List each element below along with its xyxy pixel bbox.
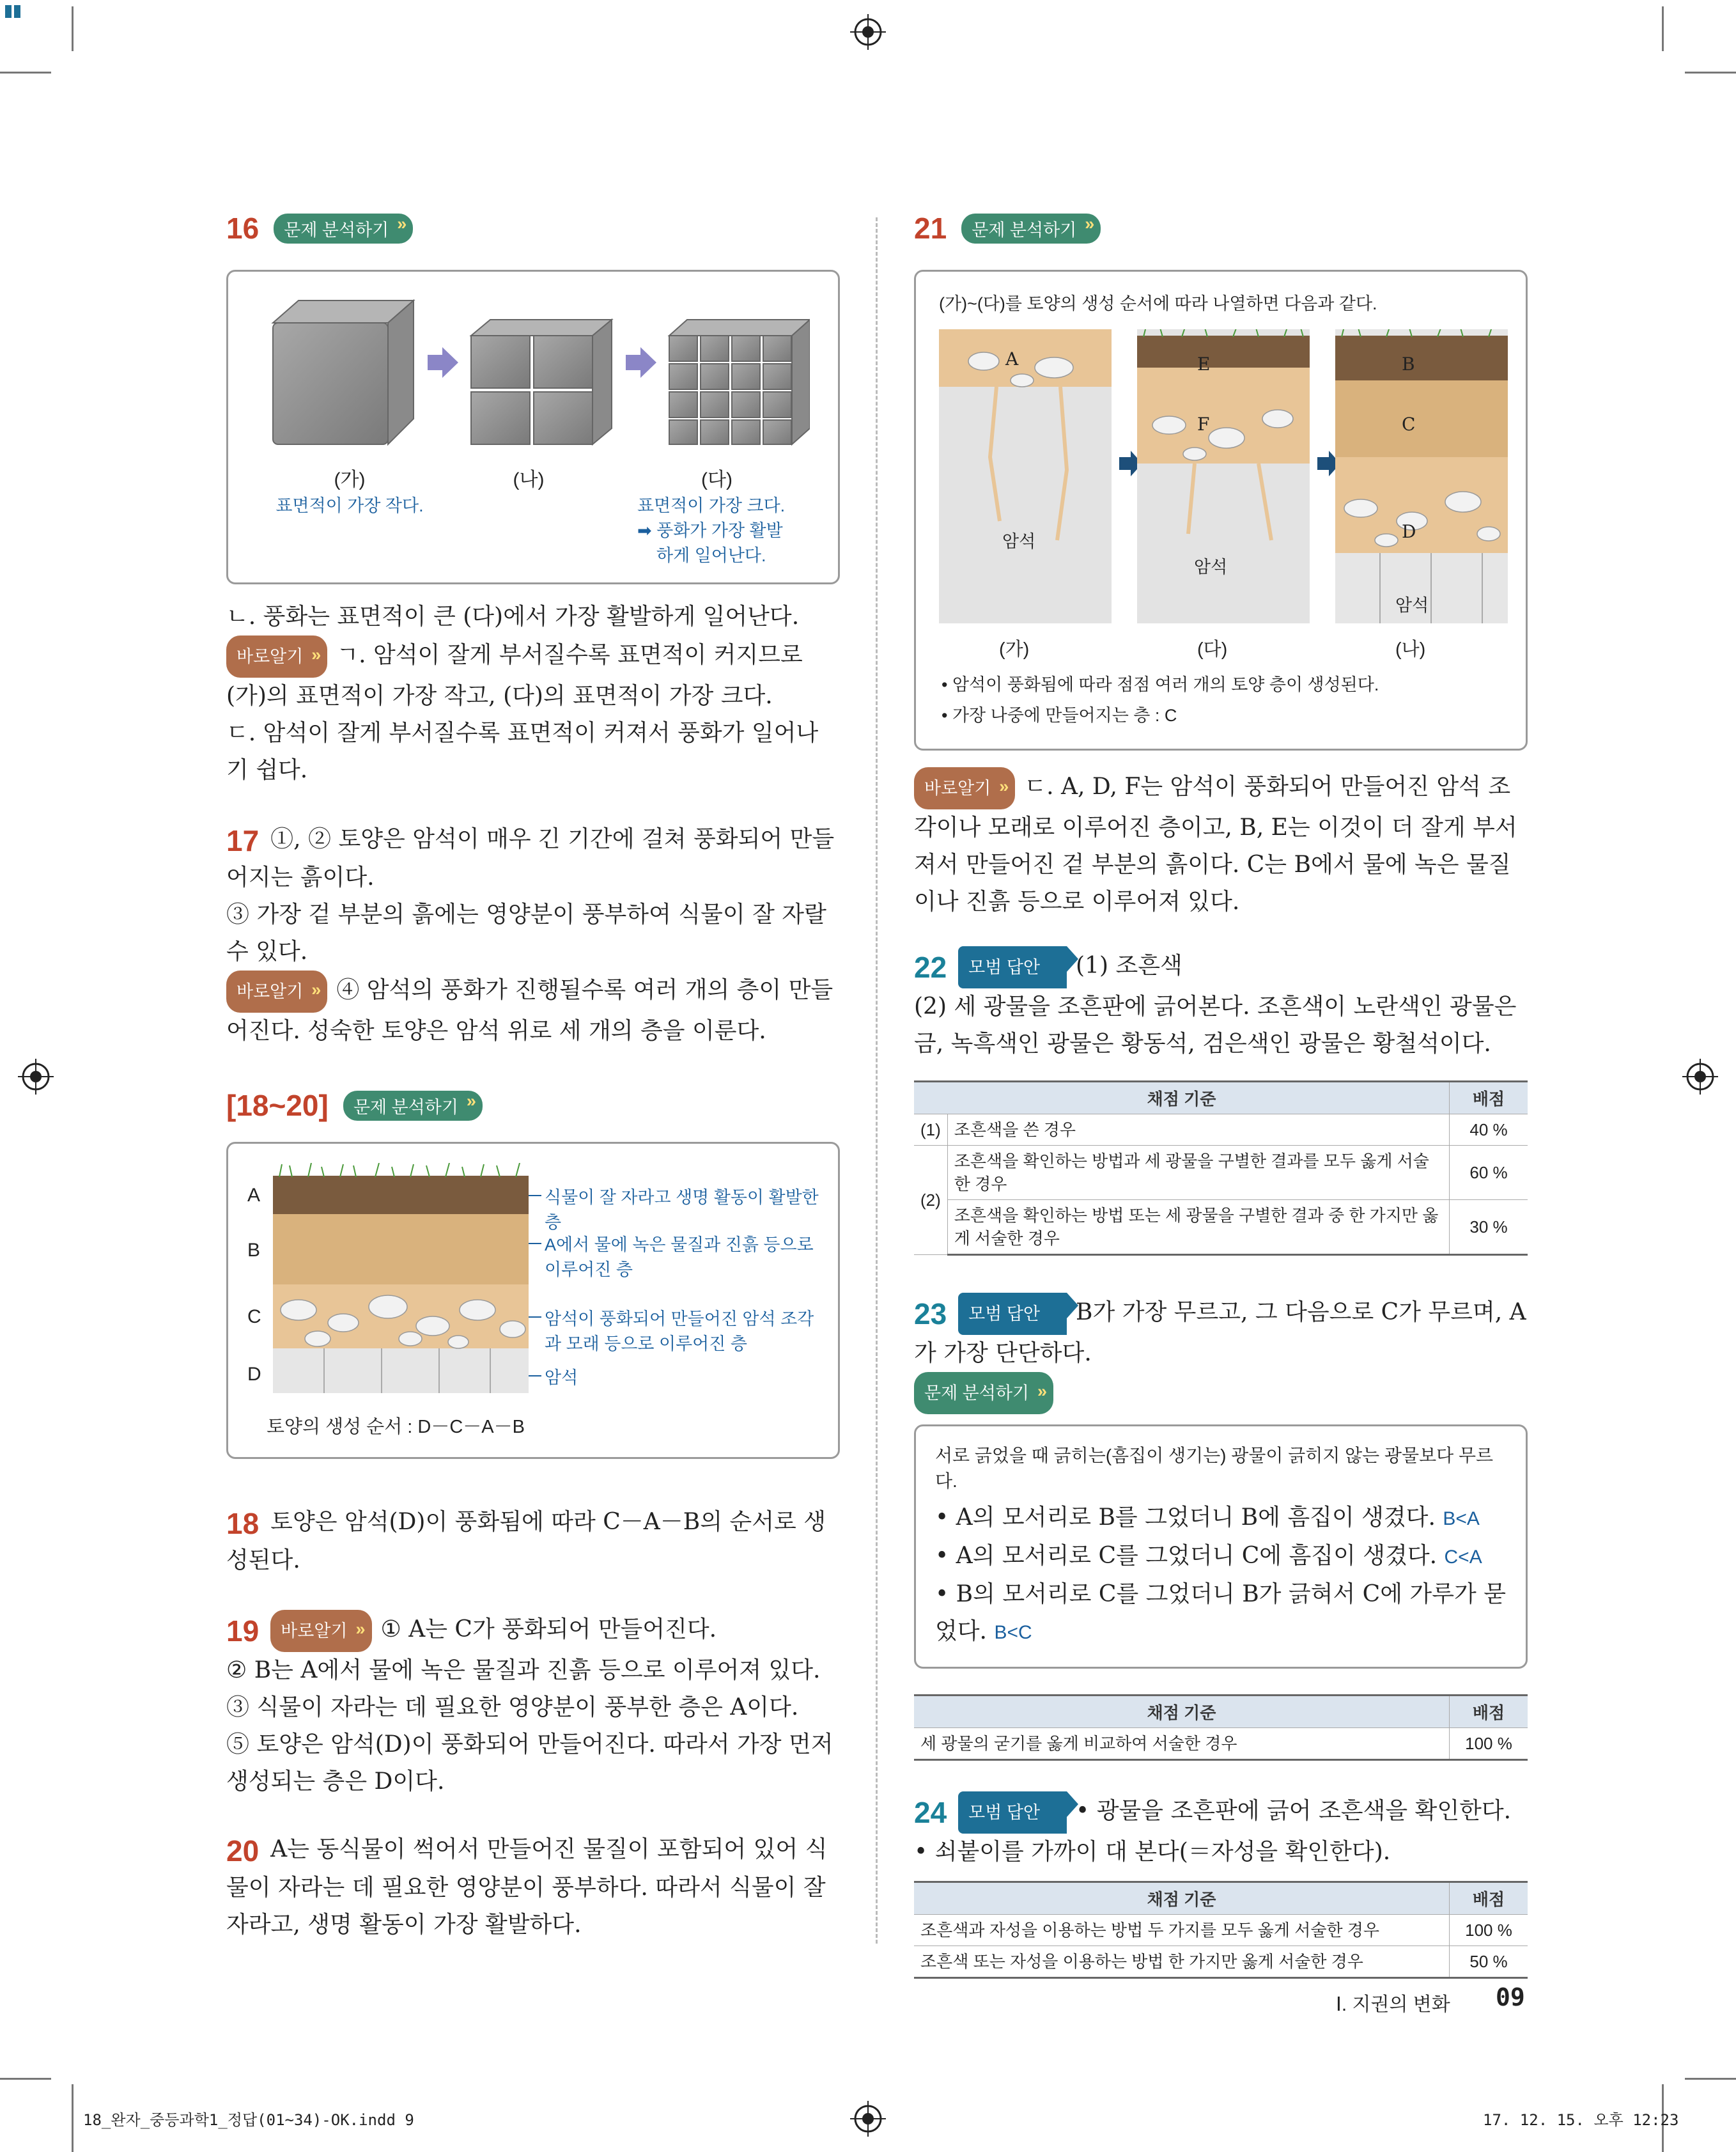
analysis-tag: 문제 분석하기 » — [343, 1091, 483, 1121]
layer-desc: 식물이 잘 자라고 생명 활동이 활발한 층 — [545, 1188, 819, 1232]
trim-mark — [0, 72, 51, 74]
layer-desc: 암석 — [545, 1368, 578, 1387]
explanation-text: ㄴ. 풍화는 표면적이 큰 (다)에서 가장 활발하게 일어난다. — [226, 604, 800, 630]
question-number: 18 — [226, 1507, 260, 1540]
q21-explanation — [914, 767, 1528, 921]
trim-mark — [1662, 6, 1664, 51]
list-item: • A의 모서리로 C를 그었더니 C에 흠집이 생겼다. C<A — [935, 1543, 1482, 1569]
figure-intro: (가)~(다)를 토양의 생성 순서에 따라 나열하면 다음과 같다. — [939, 294, 1377, 313]
registration-mark — [1682, 1059, 1718, 1095]
leader-line — [529, 1243, 541, 1244]
layer-desc: 암석이 풍화되어 만들어진 암석 조각과 모래 등으로 이루어진 층 — [545, 1309, 814, 1353]
soil-formation-illustration — [939, 329, 1508, 630]
question-number: 19 — [226, 1614, 260, 1648]
question-number: [18~20] — [226, 1089, 329, 1122]
correction-tag: 바로알기 » — [226, 971, 327, 1013]
explanation-text: ① A는 C가 풍화되어 만들어진다. — [380, 1616, 717, 1642]
q16-header — [226, 211, 840, 262]
analysis-tag: 문제 분석하기 » — [274, 214, 413, 244]
cube-label: (나) — [513, 469, 545, 490]
trim-mark — [1685, 2078, 1736, 2080]
analysis-tag: 문제 분석하기 » — [961, 214, 1101, 244]
hardness-box — [914, 1424, 1528, 1669]
panel-label: (가) — [999, 639, 1030, 660]
model-answer-tag: 모범 답안 — [958, 1791, 1067, 1834]
layer-letter: E — [1197, 354, 1211, 375]
q18 — [226, 1504, 840, 1579]
list-item: • B의 모서리로 C를 그었더니 B가 긁혀서 C에 가루가 묻었다. B<C — [935, 1581, 1506, 1644]
layer-letter: C — [247, 1306, 261, 1327]
list-item: • A의 모서리로 B를 그었더니 B에 흠집이 생겼다. B<A — [935, 1504, 1480, 1531]
soil-profile-box — [226, 1142, 840, 1459]
panel-label: (나) — [1395, 639, 1426, 660]
explanation-text: 토양은 암석(D)이 풍화됨에 따라 C－A－B의 순서로 생성된다. — [226, 1509, 826, 1573]
cube-figure-box — [226, 270, 840, 584]
q20 — [226, 1831, 840, 1944]
cube-note: ➡ 풍화가 가장 활발 — [637, 521, 783, 540]
column-divider — [876, 217, 878, 1944]
right-column — [914, 211, 1528, 1979]
explanation-text: ㄷ. A, D, F는 암석이 풍화되어 만들어진 암석 조각이나 모래로 이루어진 층이고, B, E는 이것이 더 잘게 부서져서 만들어진 겉 부분의 흙이다. C는 B에서 물에 녹은 물질이나 진흙 등으로 이루어져 있다. — [914, 774, 1517, 915]
chapter-label: Ⅰ. 지권의 변화 — [1336, 1994, 1450, 2015]
explanation-text: A는 동식물이 썩어서 만들어진 물질이 포함되어 있어 식물이 자라는 데 필요한 영양분이 풍부하다. 따라서 식물이 잘 자라고, 생명 활동이 가장 활발하다. — [226, 1836, 828, 1938]
explanation-text: ①, ② 토양은 암석이 매우 긴 기간에 걸쳐 풍화되어 만들어지는 흙이다. — [226, 826, 835, 891]
panel-label: (다) — [1197, 639, 1228, 660]
explanation-text: ③ 가장 겉 부분의 흙에는 영양분이 풍부하여 식물이 잘 자랄 수 있다. — [226, 901, 826, 965]
question-number: 22 — [914, 951, 947, 984]
table-row: 세 광물의 굳기를 옳게 비교하여 서술한 경우 100 % — [914, 1728, 1528, 1760]
question-number: 24 — [914, 1796, 947, 1829]
registration-mark — [18, 1059, 54, 1095]
explanation-text: ④ 암석의 풍화가 진행될수록 여러 개의 층이 만들어진다. 성숙한 토양은 암석 위로 세 개의 층을 이룬다. — [226, 977, 833, 1044]
trim-mark — [72, 2084, 74, 2152]
question-number: 21 — [914, 212, 947, 245]
question-number: 20 — [226, 1834, 260, 1867]
table-header: 배점 — [1450, 1696, 1528, 1728]
rock-label: 암석 — [1002, 532, 1036, 551]
soil-profile-illustration — [273, 1163, 529, 1393]
layer-desc: A에서 물에 녹은 물질과 진흙 등으로 이루어진 층 — [545, 1235, 814, 1279]
scoring-table — [914, 1694, 1528, 1761]
explanation-text — [226, 635, 840, 715]
trim-mark — [0, 2078, 51, 2080]
q19 — [226, 1610, 840, 1800]
corner-marker — [14, 5, 20, 18]
correction-tag: 바로알기 » — [226, 635, 327, 678]
table-header: 채점 기준 — [914, 1882, 1450, 1915]
explanation-text: ③ 식물이 자라는 데 필요한 영양분이 풍부한 층은 A이다. — [226, 1694, 799, 1720]
box-intro: 서로 긁었을 때 긁히는(흠집이 생기는) 광물이 긁히지 않는 광물보다 무르다. — [935, 1446, 1494, 1491]
slug-date: 17. 12. 15. 오후 12:23 — [1483, 2111, 1679, 2129]
answer-text: B가 가장 무르고, 그 다음으로 C가 무르며, A가 가장 단단하다. — [914, 1299, 1526, 1366]
q21-header — [914, 211, 1528, 262]
analysis-tag: 문제 분석하기 » — [914, 1372, 1053, 1414]
table-row: 조흔색을 확인하는 방법 또는 세 광물을 구별한 결과 중 한 가지만 옳게 서술한 경우 30 % — [914, 1200, 1528, 1255]
scoring-table — [914, 1881, 1528, 1979]
table-header: 배점 — [1450, 1082, 1528, 1114]
explanation-text: ㄷ. 암석이 잘게 부서질수록 표면적이 커져서 풍화가 일어나기 쉽다. — [226, 720, 819, 783]
rock-label: 암석 — [1395, 596, 1429, 615]
leader-line — [529, 1375, 541, 1376]
cube-na-caption — [465, 464, 593, 492]
table-header: 배점 — [1450, 1882, 1528, 1915]
registration-mark — [850, 2101, 886, 2137]
relation-note: B<A — [1443, 1508, 1480, 1529]
bullet-note: • 가장 나중에 만들어지는 층 : C — [942, 706, 1177, 725]
explanation-text: ② B는 A에서 물에 녹은 물질과 진흙 등으로 이루어져 있다. — [226, 1657, 821, 1683]
rock-label: 암석 — [1194, 557, 1228, 577]
q16-explanation — [226, 598, 840, 789]
layer-letter: C — [1402, 414, 1416, 435]
soil-formation-box — [914, 270, 1528, 751]
page-number: 09 — [1496, 1983, 1525, 2011]
relation-note: C<A — [1444, 1547, 1482, 1568]
relation-note: B<C — [994, 1622, 1032, 1643]
q23 — [914, 1293, 1528, 1761]
answer-text: • 쇠붙이를 가까이 대 본다(＝자성을 확인한다). — [914, 1839, 1391, 1865]
layer-letter: B — [1402, 354, 1415, 375]
answer-text: (2) 세 광물을 조흔판에 긁어본다. 조흔색이 노란색인 광물은 금, 녹흑색인 광물은 황동석, 검은색인 광물은 황철석이다. — [914, 994, 1517, 1057]
cube-label: (가) — [334, 469, 366, 490]
correction-tag: 바로알기 » — [270, 1610, 371, 1652]
q17 — [226, 821, 840, 1050]
leader-line — [529, 1195, 541, 1196]
corner-marker — [5, 5, 12, 18]
leader-line — [529, 1316, 541, 1318]
model-answer-tag: 모범 답안 — [958, 1293, 1067, 1335]
table-row: 조흔색 또는 자성을 이용하는 방법 한 가지만 옳게 서술한 경우 50 % — [914, 1946, 1528, 1978]
scoring-table — [914, 1080, 1528, 1256]
table-row: (2) 조흔색을 확인하는 방법과 세 광물을 구별한 결과를 모두 옳게 서술한 경우 60 % — [914, 1146, 1528, 1200]
explanation-text: ⑤ 토양은 암석(D)이 풍화되어 만들어진다. 따라서 가장 먼저 생성되는 층은 D이다. — [226, 1731, 833, 1795]
q22 — [914, 946, 1528, 1256]
layer-letter: A — [247, 1185, 261, 1206]
layer-letter: B — [247, 1240, 261, 1261]
bullet-note: • 암석이 풍화됨에 따라 점점 여러 개의 토양 층이 생성된다. — [942, 675, 1379, 694]
layer-letter: D — [1402, 521, 1416, 542]
cube-da-caption — [637, 464, 816, 566]
question-number: 23 — [914, 1297, 947, 1330]
answer-text: • 광물을 조흔판에 긁어 조흔색을 확인한다. — [1076, 1798, 1512, 1824]
left-column — [226, 211, 840, 1944]
table-row: (1) 조흔색을 쓴 경우 40 % — [914, 1114, 1528, 1146]
table-row: 조흔색과 자성을 이용하는 방법 두 가지를 모두 옳게 서술한 경우 100 % — [914, 1915, 1528, 1946]
cube-ga-caption — [267, 464, 433, 517]
explanation-text: ㄱ. 암석이 잘게 부서질수록 표면적이 커지므로 (가)의 표면적이 가장 작고, (다)의 표면적이 가장 크다. — [226, 642, 803, 709]
layer-letter: D — [247, 1364, 261, 1385]
trim-mark — [72, 6, 74, 51]
question-number: 17 — [226, 824, 260, 857]
layer-letter: A — [1005, 348, 1019, 370]
cube-label: (다) — [701, 469, 732, 490]
question-number: 16 — [226, 212, 260, 245]
answer-text: (1) 조흔색 — [1076, 953, 1182, 979]
q24 — [914, 1791, 1528, 1979]
trim-mark — [1685, 72, 1736, 74]
soil-order-caption: 토양의 생성 순서 : D－C－A－B — [267, 1417, 525, 1437]
correction-tag: 바로알기 » — [914, 767, 1015, 809]
slug-file: 18_완자_중등과학1_정답(01~34)-OK.indd 9 — [83, 2111, 414, 2129]
table-header: 채점 기준 — [914, 1696, 1450, 1728]
weathering-cubes-illustration — [260, 291, 810, 476]
cube-note: 표면적이 가장 작다. — [275, 496, 424, 515]
cube-note: 하게 일어난다. — [656, 546, 766, 565]
cube-note: 표면적이 가장 크다. — [637, 496, 786, 515]
model-answer-tag: 모범 답안 — [958, 946, 1067, 988]
layer-letter: F — [1197, 414, 1210, 435]
registration-mark — [850, 14, 886, 50]
table-header: 채점 기준 — [914, 1082, 1450, 1114]
q18-20-header — [226, 1088, 840, 1133]
